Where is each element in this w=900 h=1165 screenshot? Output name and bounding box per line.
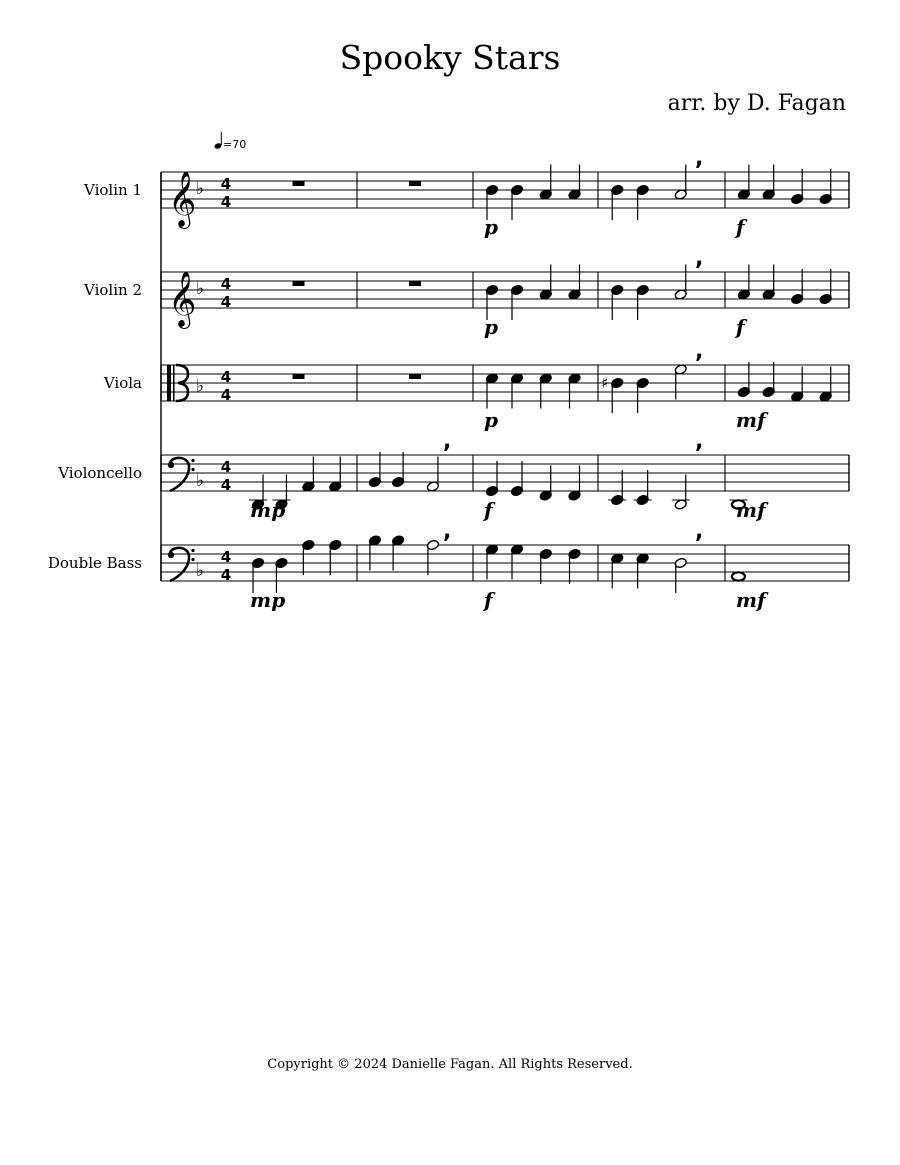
measure [409, 281, 421, 286]
instrument-name: Viola [103, 374, 142, 392]
time-signature-top: 4 [220, 175, 232, 193]
treble-clef-icon: 𝄞 [168, 271, 197, 327]
whole-rest [409, 281, 421, 286]
dynamic-marking: p [484, 315, 498, 339]
time-signature-bottom: 4 [220, 193, 232, 211]
flat-icon: ♭ [196, 179, 205, 199]
dynamic-marking: f [484, 498, 493, 522]
note [674, 557, 687, 593]
note [426, 457, 439, 493]
dynamic-marking: mp [250, 588, 286, 612]
time-signature-top: 4 [220, 548, 232, 566]
arranger-credit: arr. by D. Fagan [667, 91, 846, 116]
measure [611, 246, 704, 320]
note [329, 539, 342, 575]
bass-clef-dot [191, 459, 194, 462]
time-signature [221, 548, 231, 584]
time-signature-top: 4 [220, 458, 232, 476]
note [485, 544, 498, 580]
note [791, 269, 804, 305]
note [636, 553, 649, 589]
note [368, 535, 381, 571]
note [601, 374, 624, 413]
note [762, 165, 775, 201]
note [611, 553, 624, 589]
note [568, 165, 581, 201]
measure [601, 339, 703, 413]
treble-clef-icon: 𝄞 [168, 171, 197, 227]
measure [293, 374, 305, 379]
note [732, 572, 745, 580]
instrument-name: Violin 2 [84, 281, 142, 299]
measure [484, 265, 581, 340]
time-signature [221, 368, 231, 404]
note [568, 373, 581, 409]
bass-clef-icon [168, 458, 195, 491]
note [608, 470, 626, 506]
note [674, 165, 687, 201]
note [674, 364, 687, 400]
dynamic-marking: f [735, 315, 745, 339]
time-signature-bottom: 4 [220, 386, 232, 404]
notehead [732, 572, 745, 580]
note [819, 169, 832, 205]
bass-clef-dot [168, 552, 174, 558]
time-signature [221, 458, 231, 494]
note [391, 535, 404, 571]
note [568, 548, 581, 584]
measure [608, 429, 703, 510]
score-title: Spooky Stars [339, 38, 561, 77]
note [302, 457, 315, 493]
tempo-value: =70 [223, 138, 247, 151]
instrument-name: Violoncello [58, 464, 142, 482]
measure [409, 374, 421, 379]
note [636, 184, 649, 220]
breath-mark-icon: , [695, 519, 704, 544]
staff-violin-2 [83, 246, 849, 339]
note [539, 466, 552, 502]
note [568, 466, 581, 502]
time-signature-bottom: 4 [220, 476, 232, 494]
staff-double-bass [48, 519, 849, 612]
note [368, 452, 381, 488]
bass-clef-dot [191, 468, 194, 471]
measure [729, 498, 769, 522]
note [672, 475, 690, 511]
note [510, 284, 523, 320]
sharp-icon: ♯ [601, 374, 609, 392]
bass-clef-dot [191, 558, 194, 561]
measure [734, 265, 833, 340]
flat-icon: ♭ [196, 376, 205, 397]
note [539, 373, 552, 409]
measure [611, 146, 704, 220]
bass-clef-dot [191, 549, 194, 552]
note [737, 265, 750, 301]
note [485, 373, 498, 409]
note [737, 165, 750, 201]
breath-mark-icon: , [443, 519, 452, 544]
note [539, 548, 552, 584]
note [762, 362, 775, 398]
staff-violoncello [57, 429, 849, 522]
flat-icon: ♭ [196, 279, 205, 299]
note [636, 377, 649, 413]
note [510, 184, 523, 220]
bass-clef-dot [168, 462, 174, 468]
whole-rest [409, 374, 421, 379]
breath-mark-icon: , [695, 246, 704, 271]
flat-icon: ♭ [196, 471, 205, 491]
staff-violin-1 [83, 146, 849, 239]
whole-rest [293, 374, 305, 379]
measure [484, 373, 581, 432]
measure [736, 362, 833, 432]
note [391, 452, 404, 488]
alto-clef-bar [173, 365, 175, 401]
tempo-mark [214, 132, 246, 151]
measure [368, 429, 451, 492]
note [762, 265, 775, 301]
note [539, 165, 552, 201]
note [302, 539, 315, 575]
note [791, 367, 804, 403]
staff-viola [103, 339, 849, 432]
whole-rest [293, 181, 305, 186]
measure [368, 519, 451, 575]
measure [734, 165, 833, 240]
measure [482, 461, 581, 522]
measure [249, 457, 342, 523]
dynamic-marking: mf [735, 498, 766, 522]
note [510, 461, 523, 497]
note [634, 470, 652, 506]
note [510, 544, 523, 580]
note [674, 265, 687, 301]
time-signature [221, 175, 231, 211]
measure [732, 572, 769, 612]
note [819, 269, 832, 305]
note [611, 184, 624, 220]
dynamic-marking: f [484, 588, 493, 612]
note [611, 284, 624, 320]
breath-mark-icon: , [695, 146, 704, 171]
time-signature-top: 4 [220, 368, 232, 386]
breath-mark-icon: , [443, 429, 452, 454]
whole-rest [293, 281, 305, 286]
measure [611, 519, 704, 593]
breath-mark-icon: , [695, 429, 704, 454]
whole-rest [409, 181, 421, 186]
note [329, 457, 342, 493]
instrument-name: Double Bass [47, 554, 142, 572]
note [568, 265, 581, 301]
breath-mark-icon: , [695, 339, 704, 364]
bass-clef-icon [168, 548, 195, 581]
note [819, 367, 832, 403]
note [539, 265, 552, 301]
measure [293, 181, 305, 186]
time-signature-bottom: 4 [220, 293, 232, 311]
note [510, 373, 523, 409]
instrument-name: Violin 1 [84, 181, 142, 199]
dynamic-marking: mf [735, 588, 766, 612]
dynamic-marking: f [735, 215, 745, 239]
note [636, 284, 649, 320]
measure [293, 281, 305, 286]
dynamic-marking: mp [250, 498, 286, 522]
dynamic-marking: p [484, 408, 498, 432]
note [791, 169, 804, 205]
time-signature [221, 275, 231, 311]
time-signature-top: 4 [220, 275, 232, 293]
copyright-notice: Copyright © 2024 Danielle Fagan. All Rights Reserved. [267, 1057, 633, 1072]
time-signature-bottom: 4 [220, 566, 232, 584]
measure [250, 539, 342, 612]
dynamic-marking: p [484, 215, 498, 239]
dynamic-marking: mf [735, 408, 766, 432]
measure [409, 181, 421, 186]
note [485, 461, 498, 497]
measure [484, 165, 581, 240]
note [426, 539, 439, 575]
note [737, 362, 750, 398]
alto-clef-bar [167, 365, 171, 401]
flat-icon: ♭ [196, 561, 205, 581]
